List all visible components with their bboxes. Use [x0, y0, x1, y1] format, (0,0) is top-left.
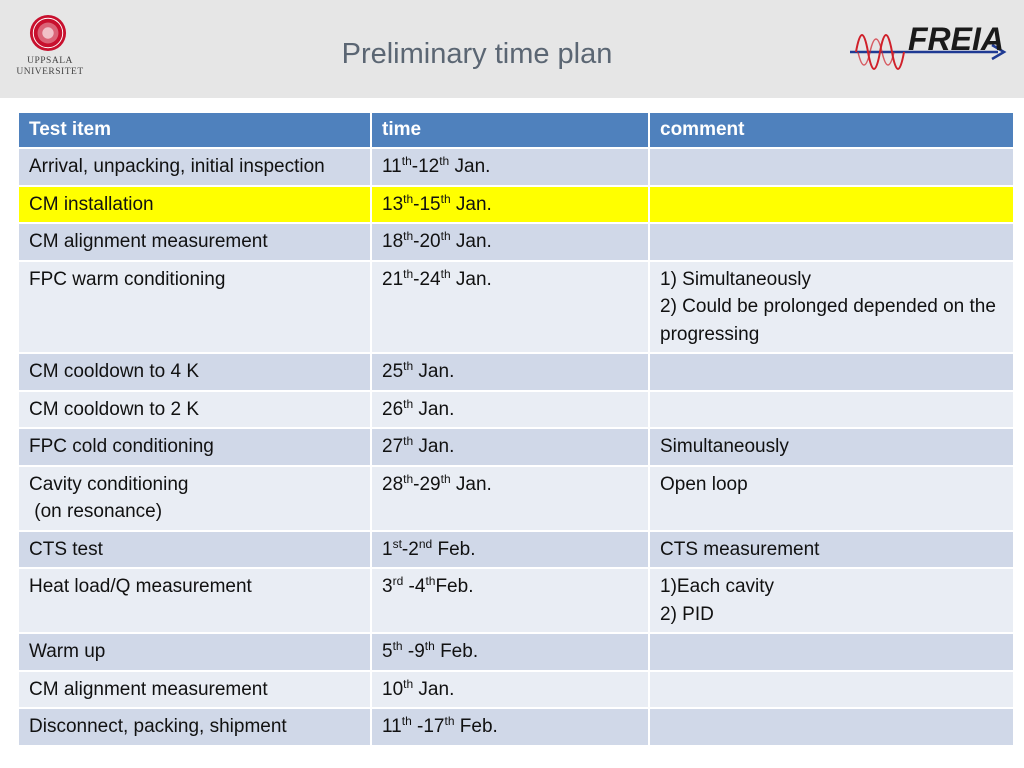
freia-logo-text: FREIA	[908, 21, 1004, 57]
slide-header	[0, 0, 1024, 98]
header-test-item: Test item	[18, 112, 371, 148]
table-row	[18, 466, 1014, 531]
cell-comment: Simultaneously	[649, 428, 1014, 466]
cell-time: 1st-2nd Feb.	[371, 531, 649, 569]
cell-time: 11th -17th Feb.	[371, 708, 649, 746]
cell-test-item: CM alignment measurement	[18, 223, 371, 261]
cell-test-item: CM cooldown to 2 K	[18, 391, 371, 429]
uu-name-line1: UPPSALA	[27, 56, 73, 66]
table-row	[18, 353, 1014, 391]
cell-time: 28th-29th Jan.	[371, 466, 649, 531]
cell-time: 11th-12th Jan.	[371, 148, 649, 186]
table-row	[18, 671, 1014, 709]
cell-time: 10th Jan.	[371, 671, 649, 709]
table-row	[18, 186, 1014, 224]
cell-test-item: CTS test	[18, 531, 371, 569]
table-row	[18, 568, 1014, 633]
page-title: Preliminary time plan	[341, 38, 613, 70]
cell-time: 26th Jan.	[371, 391, 649, 429]
cell-comment: 1) Simultaneously 2) Could be prolonged depended on the progressing	[649, 261, 1014, 354]
cell-comment	[649, 223, 1014, 261]
header-time: time	[371, 112, 649, 148]
cell-time: 18th-20th Jan.	[371, 223, 649, 261]
cell-comment	[649, 353, 1014, 391]
time-plan-table	[17, 111, 1015, 747]
cell-time: 3rd -4thFeb.	[371, 568, 649, 633]
table-row	[18, 148, 1014, 186]
cell-test-item: Warm up	[18, 633, 371, 671]
table-row	[18, 428, 1014, 466]
header-comment: comment	[649, 112, 1014, 148]
cell-comment	[649, 708, 1014, 746]
cell-time: 27th Jan.	[371, 428, 649, 466]
cell-test-item: CM installation	[18, 186, 371, 224]
cell-test-item: Arrival, unpacking, initial inspection	[18, 148, 371, 186]
table-row	[18, 531, 1014, 569]
table-row	[18, 391, 1014, 429]
cell-test-item: FPC cold conditioning	[18, 428, 371, 466]
cell-comment	[649, 633, 1014, 671]
cell-test-item: Cavity conditioning (on resonance)	[18, 466, 371, 531]
cell-time: 25th Jan.	[371, 353, 649, 391]
uu-name-line2: UNIVERSITET	[16, 67, 84, 77]
freia-logo	[848, 8, 1010, 94]
table-row	[18, 261, 1014, 354]
cell-comment	[649, 186, 1014, 224]
cell-time: 21th-24th Jan.	[371, 261, 649, 354]
cell-test-item: Heat load/Q measurement	[18, 568, 371, 633]
table-body	[18, 148, 1014, 746]
cell-comment	[649, 148, 1014, 186]
cell-comment: CTS measurement	[649, 531, 1014, 569]
cell-time: 5th -9th Feb.	[371, 633, 649, 671]
cell-comment: 1)Each cavity 2) PID	[649, 568, 1014, 633]
table-row	[18, 223, 1014, 261]
cell-comment	[649, 391, 1014, 429]
cell-time: 13th-15th Jan.	[371, 186, 649, 224]
cell-comment	[649, 671, 1014, 709]
cell-test-item: FPC warm conditioning	[18, 261, 371, 354]
table-row	[18, 633, 1014, 671]
table-header-row	[18, 112, 1014, 148]
cell-comment: Open loop	[649, 466, 1014, 531]
cell-test-item: Disconnect, packing, shipment	[18, 708, 371, 746]
cell-test-item: CM alignment measurement	[18, 671, 371, 709]
cell-test-item: CM cooldown to 4 K	[18, 353, 371, 391]
table-row	[18, 708, 1014, 746]
